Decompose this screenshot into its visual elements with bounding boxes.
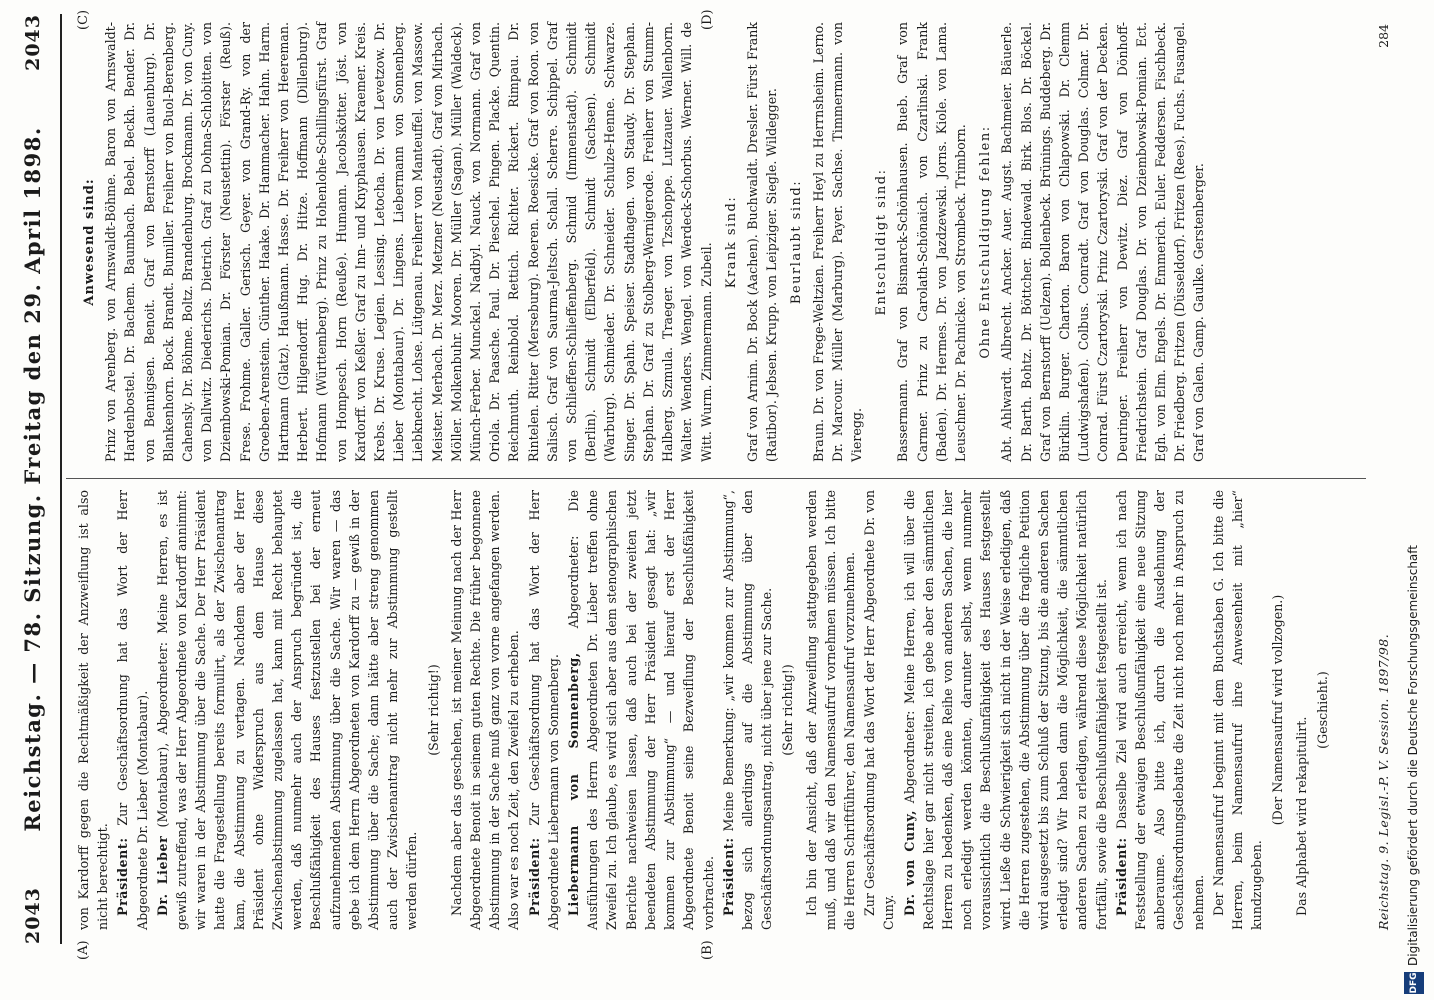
page-number-left: 2043 <box>22 887 44 944</box>
name-list-on-leave: Braun. Dr. von Frege-Weltzien. Freiherr Heyl zu Herrnsheim. Lerno. Dr. Marcour. Müller (Marburg). Payer. Sachse. Timmermann. von Vieregg. <box>810 22 864 462</box>
speaker-name: Präsident: <box>1113 837 1129 916</box>
speech-text: Abgeordneter: Meine Herren, ich will über die Rechtslage hier gar nicht streiten, ich gebe aber den sämmtlichen Herren zu bedenken, daß eine Reihe von anderen Sachen, die hier noch erledigt werden könnten, darunter selbst, wenn nunmehr voraussichtlich die Beschlußunfähigkeit des Hauses festgestellt wird. Ließe die Schwierigkeit sich nicht in der Weise erledigen, daß die Herren zugestehen, die Abstimmung über die fragliche Petition wird ausgesetzt bis zum Schluß der Sitzung, bis die anderen Sachen erledigt sind? Wir haben dann die Möglichkeit, die sämmtlichen anderen Sachen zu erledigen, während diese Möglichkeit natürlich fortfällt, sowie die Beschlußunfähigkeit festgestellt ist. <box>901 490 1109 930</box>
margin-marker-c: (C) <box>76 9 91 30</box>
page-footer <box>1376 14 1400 930</box>
speech-text: (Montabaur), Abgeordneter: Meine Herren, es ist gewiß zutreffend, was der Herr Abgeordnete von Kardorff annimmt: wir waren in der Abstimmung über die Sache. Der Herr Präsident hatte die Fragestellung bereits formulirt, als der Zwischenantrag kam, die Abstimmung zu vertagen. Nachdem aber der Herr Präsident ohne Widerspruch aus dem Hause diese Zwischenabstimmung zugelassen hat, kann mit Recht behauptet werden, daß nunmehr auch der Anspruch begründet ist, die Beschlußfähigkeit des Hauses festzustellen bei der erneut aufzunehmenden Abstimmung über die Sache. Wir waren — das gebe ich dem Herrn Abgeordneten von Kardorff zu — gewiß in der Abstimmung über die Sache; dann hätte aber streng genommen auch der Zwischenantrag nicht mehr zur Abstimmung gestellt werden dürfen. <box>154 490 420 930</box>
paragraph <box>153 490 422 930</box>
name-list-excused: Bassermann. Graf von Bismarck-Schönhausen. Bueb. Graf von Carmer. Prinz zu Carolath-Schönaich. von Czarlinski. Frank (Baden). Dr. Hermes. Dr. von Jazdzewski. Jorns. Kiole. von Lama. Leuschner. Dr. Pachnicke. von Strombeck. Trimborn. <box>895 22 968 462</box>
speech-text: Abgeordneter: Die Ausführungen des Herrn Abgeordneten Dr. Lieber treffen ohne Zweifel zu. Ich glaube, es wird sich aber aus dem stenographischen Berichte nachweisen lassen, daß auch bei der zweiten jetzt beendeten Abstimmung der Herr Präsident gesagt hat: „wir kommen zur Abstimmung“ — und hierauf erst der Herr Abgeordnete Benoit seine Bezweiflung der Beschlußfähigkeit vorbrachte. <box>566 490 716 930</box>
speaker-name: Präsident: <box>115 837 131 916</box>
section-heading-excused: Entschuldigt sind: <box>874 168 890 316</box>
page-header <box>10 14 50 944</box>
paragraph <box>719 490 777 930</box>
speech-text: Zur Geschäftsordnung hat das Wort der Herr Abgeordnete Liebermann von Sonnenberg. <box>526 490 561 930</box>
section-heading-present: Anwesend sind: <box>82 178 97 306</box>
paragraph <box>113 490 151 930</box>
speaker-name: Dr. von Cuny, <box>901 809 917 916</box>
margin-marker-a: (A) <box>76 940 91 960</box>
footer-sheet-number: 284 <box>1376 24 1391 48</box>
header-rule <box>60 14 62 944</box>
speech-text: Meine Bemerkung: „wir kommen zur Abstimmung“, bezog sich allerdings auf die Abstimmung über den Geschäftsordnungsantrag, nicht über jene zur Sache. <box>720 490 775 930</box>
section-heading-on-leave: Beurlaubt sind: <box>789 179 805 305</box>
paragraph <box>900 490 1111 930</box>
dfg-logo-icon: DFG <box>1404 972 1424 994</box>
left-column <box>74 490 1336 930</box>
section-heading-ill: Krank sind: <box>723 195 739 289</box>
paragraph <box>1112 490 1208 930</box>
speaker-name: Präsident: <box>720 837 736 916</box>
footer-publication: Reichstag. 9. Legisl.-P. V. Session. 1897/98. <box>1376 633 1391 930</box>
margin-marker-b: (B) <box>700 940 715 960</box>
interjection: (Sehr richtig!) <box>780 664 796 756</box>
paragraph: Zur Geschäftsordnung hat das Wort der Herr Abgeordnete Dr. von Cuny. <box>862 490 897 930</box>
name-list-present: Prinz von Arenberg. von Arnswaldt-Böhme. Baron von Arnswaldt-Hardenbostel. Dr. Bachem. Baumbach. Bebel. Beckh. Bender. Dr. von Bennigsen. Benoit. Graf von Bernstorff (Lauenburg). Dr. Blankenhorn. Bock. Brandt. Bumiller. Freiherr von Buol-Berenberg. Cahensly. Dr. Böhme. Boltz. Brandenburg. Brockmann. Dr. von Cuny. von Dallwitz. Diederichs. Dietrich. Graf zu Dohna-Schlobitten. von Dziembowski-Pomian. Dr. Förster (Neustettin). Förster (Reuß). Frese. Frohme. Galler. Gerisch. Geyer. von Grand-Ry. von der Groeben-Arenstein. Günther. Haake. Dr. Hammacher. Hahn. Harm. Hartmann (Glatz). Haußmann. Hasse. Dr. Freiherr von Heereman. Herbert. Hilgendorff. Hug. Dr. Hitze. Hoffmann (Dillenburg). Hofmann (Württemberg). Prinz zu Hohenlohe-Schillingsfürst. Graf von Hompesch. Horn (Reuße). Humann. Jacobskötter. Jöst. von Kardorff. von Keßler. Graf zu Inn- und Knyphausen. Kraemer. Kreis. Krebs. Dr. Kruse. Legien. Lessing. Letocha. Dr. von Levetzow. Dr. Lieber (Montabaur). Dr. Lingens. Liebermann von Sonnenberg. Liebknecht. Lohse. Lütgenau. Freiherr von Manteuffel. von Massow. Meister. Merbach. Dr. Merz. Metzner (Neustadt). Graf von Mirbach. Möller. Molkenbuhr. Mooren. Dr. Müller (Sagan). Müller (Waldeck). Münch-Ferber. Munckel. Nadbyl. Nauck. von Normann. Graf von Oriola. Dr. Paasche. Paul. Dr. Pieschel. Pingen. Placke. Quentin. Reichmuth. Reinbold. Rettich. Richter. Rickert. Rimpau. Dr. Rintelen. Ritter (Merseburg). Roeren. Roesicke. Graf von Roon. von Salisch. Graf von Saurma-Jeltsch. Schall. Scherre. Schippel. Graf von Schlieffen-Schlieffenberg. Schmid (Immenstadt). Schmidt (Berlin). Schmidt (Elberfeld). Schmidt (Sachsen). Schmidt (Warburg). Schmieder. Dr. Schneider. Schulze-Henne. Schwarze. Singer. Dr. Spahn. Speiser. Stadthagen. von Staudy. Dr. Stephan. Stephan. Dr. Graf zu Stolberg-Wernigerode. Freiherr von Stumm-Halberg. Szmula. Traeger. von Tzschoppe. Lutzauer. Wallenborn. Walter. Wenders. Wengel. von Werdeck-Schorbus. Werner. Will. de Witt. Wurm. Zimmermann. Zubeil. <box>103 22 714 462</box>
name-list-absent-unexcused: Abt. Ahlwardt. Albrecht. Ancker. Auer. Augst. Bachmeier. Bäuerle. Dr. Barth. Bohtz. Dr. Böttcher. Bindewald. Birk. Blos. Dr. Böckel. Graf von Bernstorff (Uelzen). Bollenbeck. Brünings. Buddeberg. Dr. Bürklin. Burger. Charton. Baron von Chlapowski. Dr. Clemm (Ludwigshafen). Colbus. Conradt. Graf von Douglas. Colmar. Dr. Conrad. Fürst Czartoryski. Prinz Czartoryski. Graf von der Decken. Deuringer. Freiherr von Dewitz. Diez. Graf von Dönhoff-Friedrichstein. Graf Douglas. Dr. von Dziembowski-Pomian. Ect. Egh. von Elm. Engels. Dr. Emmerich. Euler. Feddersen. Fischbeck. Dr. Friedberg. Fritzen (Düsseldorf). Fritzen (Rees). Fuchs. Fusangel. Graf von Galen. Gamp. Gaulke. Gerstenberger. <box>999 22 1207 462</box>
name-list-ill: Graf von Arnim. Dr. Bock (Aachen). Buchwaldt. Dresler. Fürst Frank (Ratibor). Jebsen. Krupp. von Leipziger. Siegle. Wildegger. <box>744 22 780 462</box>
speaker-name: Liebermann von Sonnenberg, <box>566 652 582 916</box>
digitization-credit-text: Digitalisierung gefördert durch die Deutsche Forschungsgemeinschaft <box>1406 544 1420 966</box>
speech-text: Zur Geschäftsordnung hat das Wort der Herr Abgeordnete Dr. Lieber (Montabaur). <box>115 490 150 930</box>
page-title: Reichstag. — 78. Sitzung. Freitag den 29. April 1898. <box>20 126 45 832</box>
paragraph: von Kardorff gegen die Rechtmäßigkeit der Anzweiflung ist also nicht berechtigt. <box>76 490 111 930</box>
page-number-right: 2043 <box>22 14 44 71</box>
interjection: (Sehr richtig!) <box>425 664 441 756</box>
paragraph: Ich bin der Ansicht, daß der Anzweiflung stattgegeben werden muß, und daß wir den Namensaufruf vornehmen müssen. Ich bitte die Herren Schriftführer, den Namensaufruf vorzunehmen. <box>803 490 857 930</box>
paragraph: Der Namensaufruf beginnt mit dem Buchstaben G. Ich bitte die Herren, beim Namensaufruf ihre Anwesenheit mit „hier“ kundzugeben. <box>1210 490 1265 930</box>
interjection: (Geschieht.) <box>1314 671 1330 749</box>
digitization-credit <box>1402 14 1428 994</box>
speaker-name: Präsident: <box>526 837 542 916</box>
column-divider <box>66 478 1366 479</box>
paragraph <box>564 490 718 930</box>
paragraph <box>525 490 563 930</box>
margin-marker-d: (D) <box>700 9 715 30</box>
interjection: (Der Namensaufruf wird vollzogen.) <box>1270 594 1286 826</box>
paragraph: Nachdem aber das geschehen, ist meiner Meinung nach der Herr Abgeordnete Benoit in seinem guten Rechte. Die früher begonnene Abstimmung in der Sache muß ganz von vorne angefangen werden. Also war es noch Zeit, den Zweifel zu erheben. <box>448 490 522 930</box>
speaker-name: Dr. Lieber <box>154 835 170 916</box>
right-column <box>74 22 1210 462</box>
section-heading-absent-unexcused: Ohne Entschuldigung fehlen: <box>978 125 994 359</box>
paragraph: Das Alphabet wird rekapitulirt. <box>1293 716 1309 916</box>
speech-text: Dasselbe Ziel wird auch erreicht, wenn ich nach Feststellung der etwaigen Beschlußunfähigkeit eine neue Sitzung anberaume. Also bitte ich, durch die Ausdehnung der Geschäftsordnungsdebatte die Zeit nicht noch mehr in Anspruch zu nehmen. <box>1113 490 1206 930</box>
